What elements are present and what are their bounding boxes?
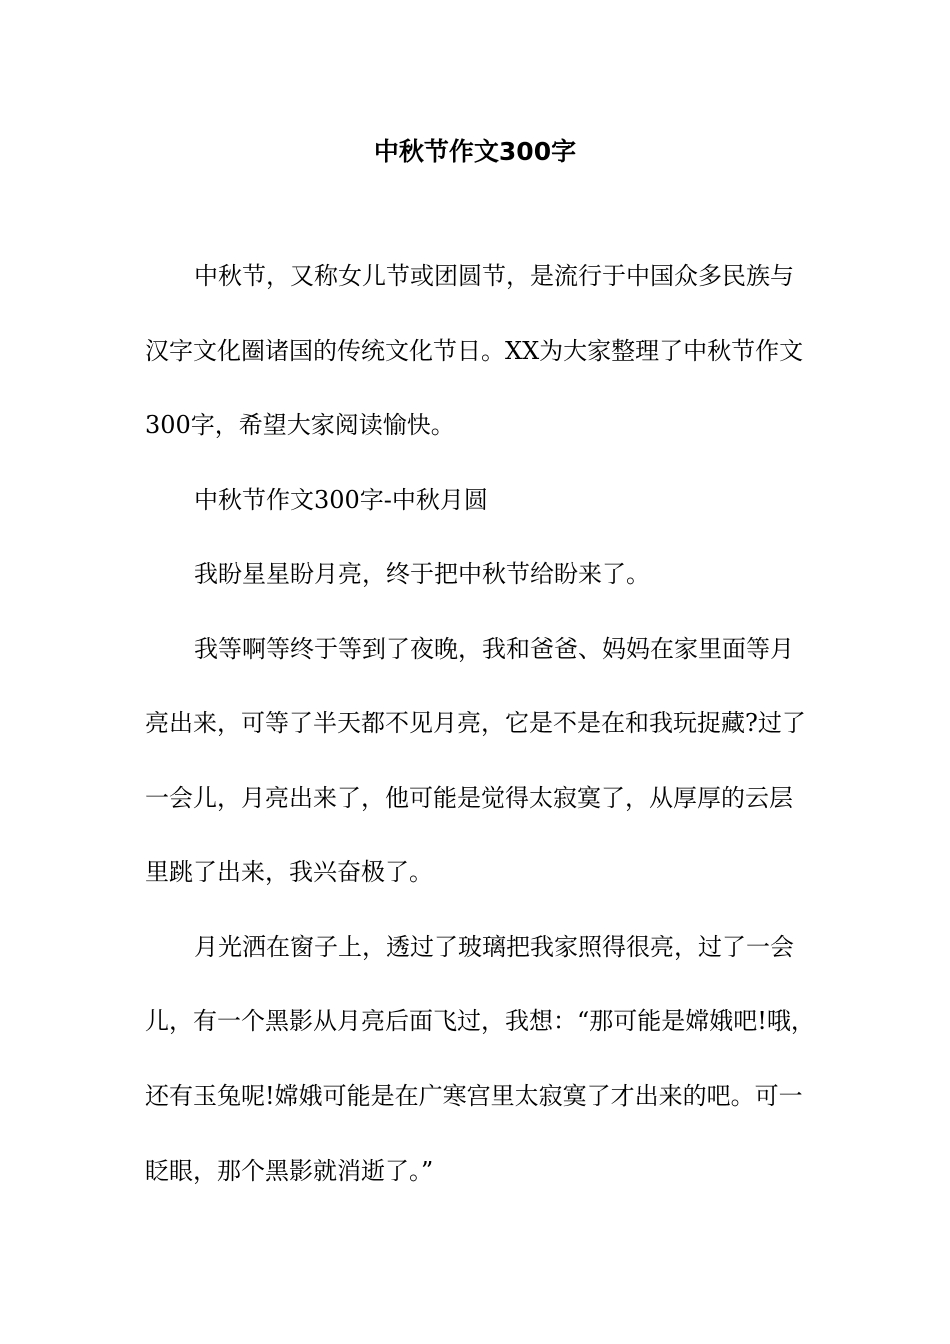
paragraph-line: 月光洒在窗子上，透过了玻璃把我家照得很亮，过了一会 [194,933,794,961]
paragraph-line: 汉字文化圈诸国的传统文化节日。XX为大家整理了中秋节作文 [145,337,804,365]
paragraph-line: 亮出来，可等了半天都不见月亮，它是不是在和我玩捉藏?过了 [145,709,806,737]
paragraph-line: 300字，希望大家阅读愉快。 [145,411,455,439]
document-title: 中秋节作文300字 [373,137,577,166]
paragraph-line: 我等啊等终于等到了夜晚，我和爸爸、妈妈在家里面等月 [194,635,794,663]
subheading-line: 中秋节作文300字-中秋月圆 [194,486,488,514]
paragraph-line: 一会儿，月亮出来了，他可能是觉得太寂寞了，从厚厚的云层 [145,784,793,812]
paragraph-line: 里跳了出来，我兴奋极了。 [145,858,433,886]
paragraph-line: 还有玉兔呢!嫦娥可能是在广寒宫里太寂寞了才出来的吧。可一 [145,1082,803,1110]
paragraph-line: 儿，有一个黑影从月亮后面飞过，我想：“那可能是嫦娥吧!哦， [145,1007,815,1035]
paragraph-line: 我盼星星盼月亮，终于把中秋节给盼来了。 [194,560,650,588]
paragraph-line: 中秋节，又称女儿节或团圆节，是流行于中国众多民族与 [194,262,794,290]
paragraph-line: 眨眼，那个黑影就消逝了。” [145,1157,434,1185]
